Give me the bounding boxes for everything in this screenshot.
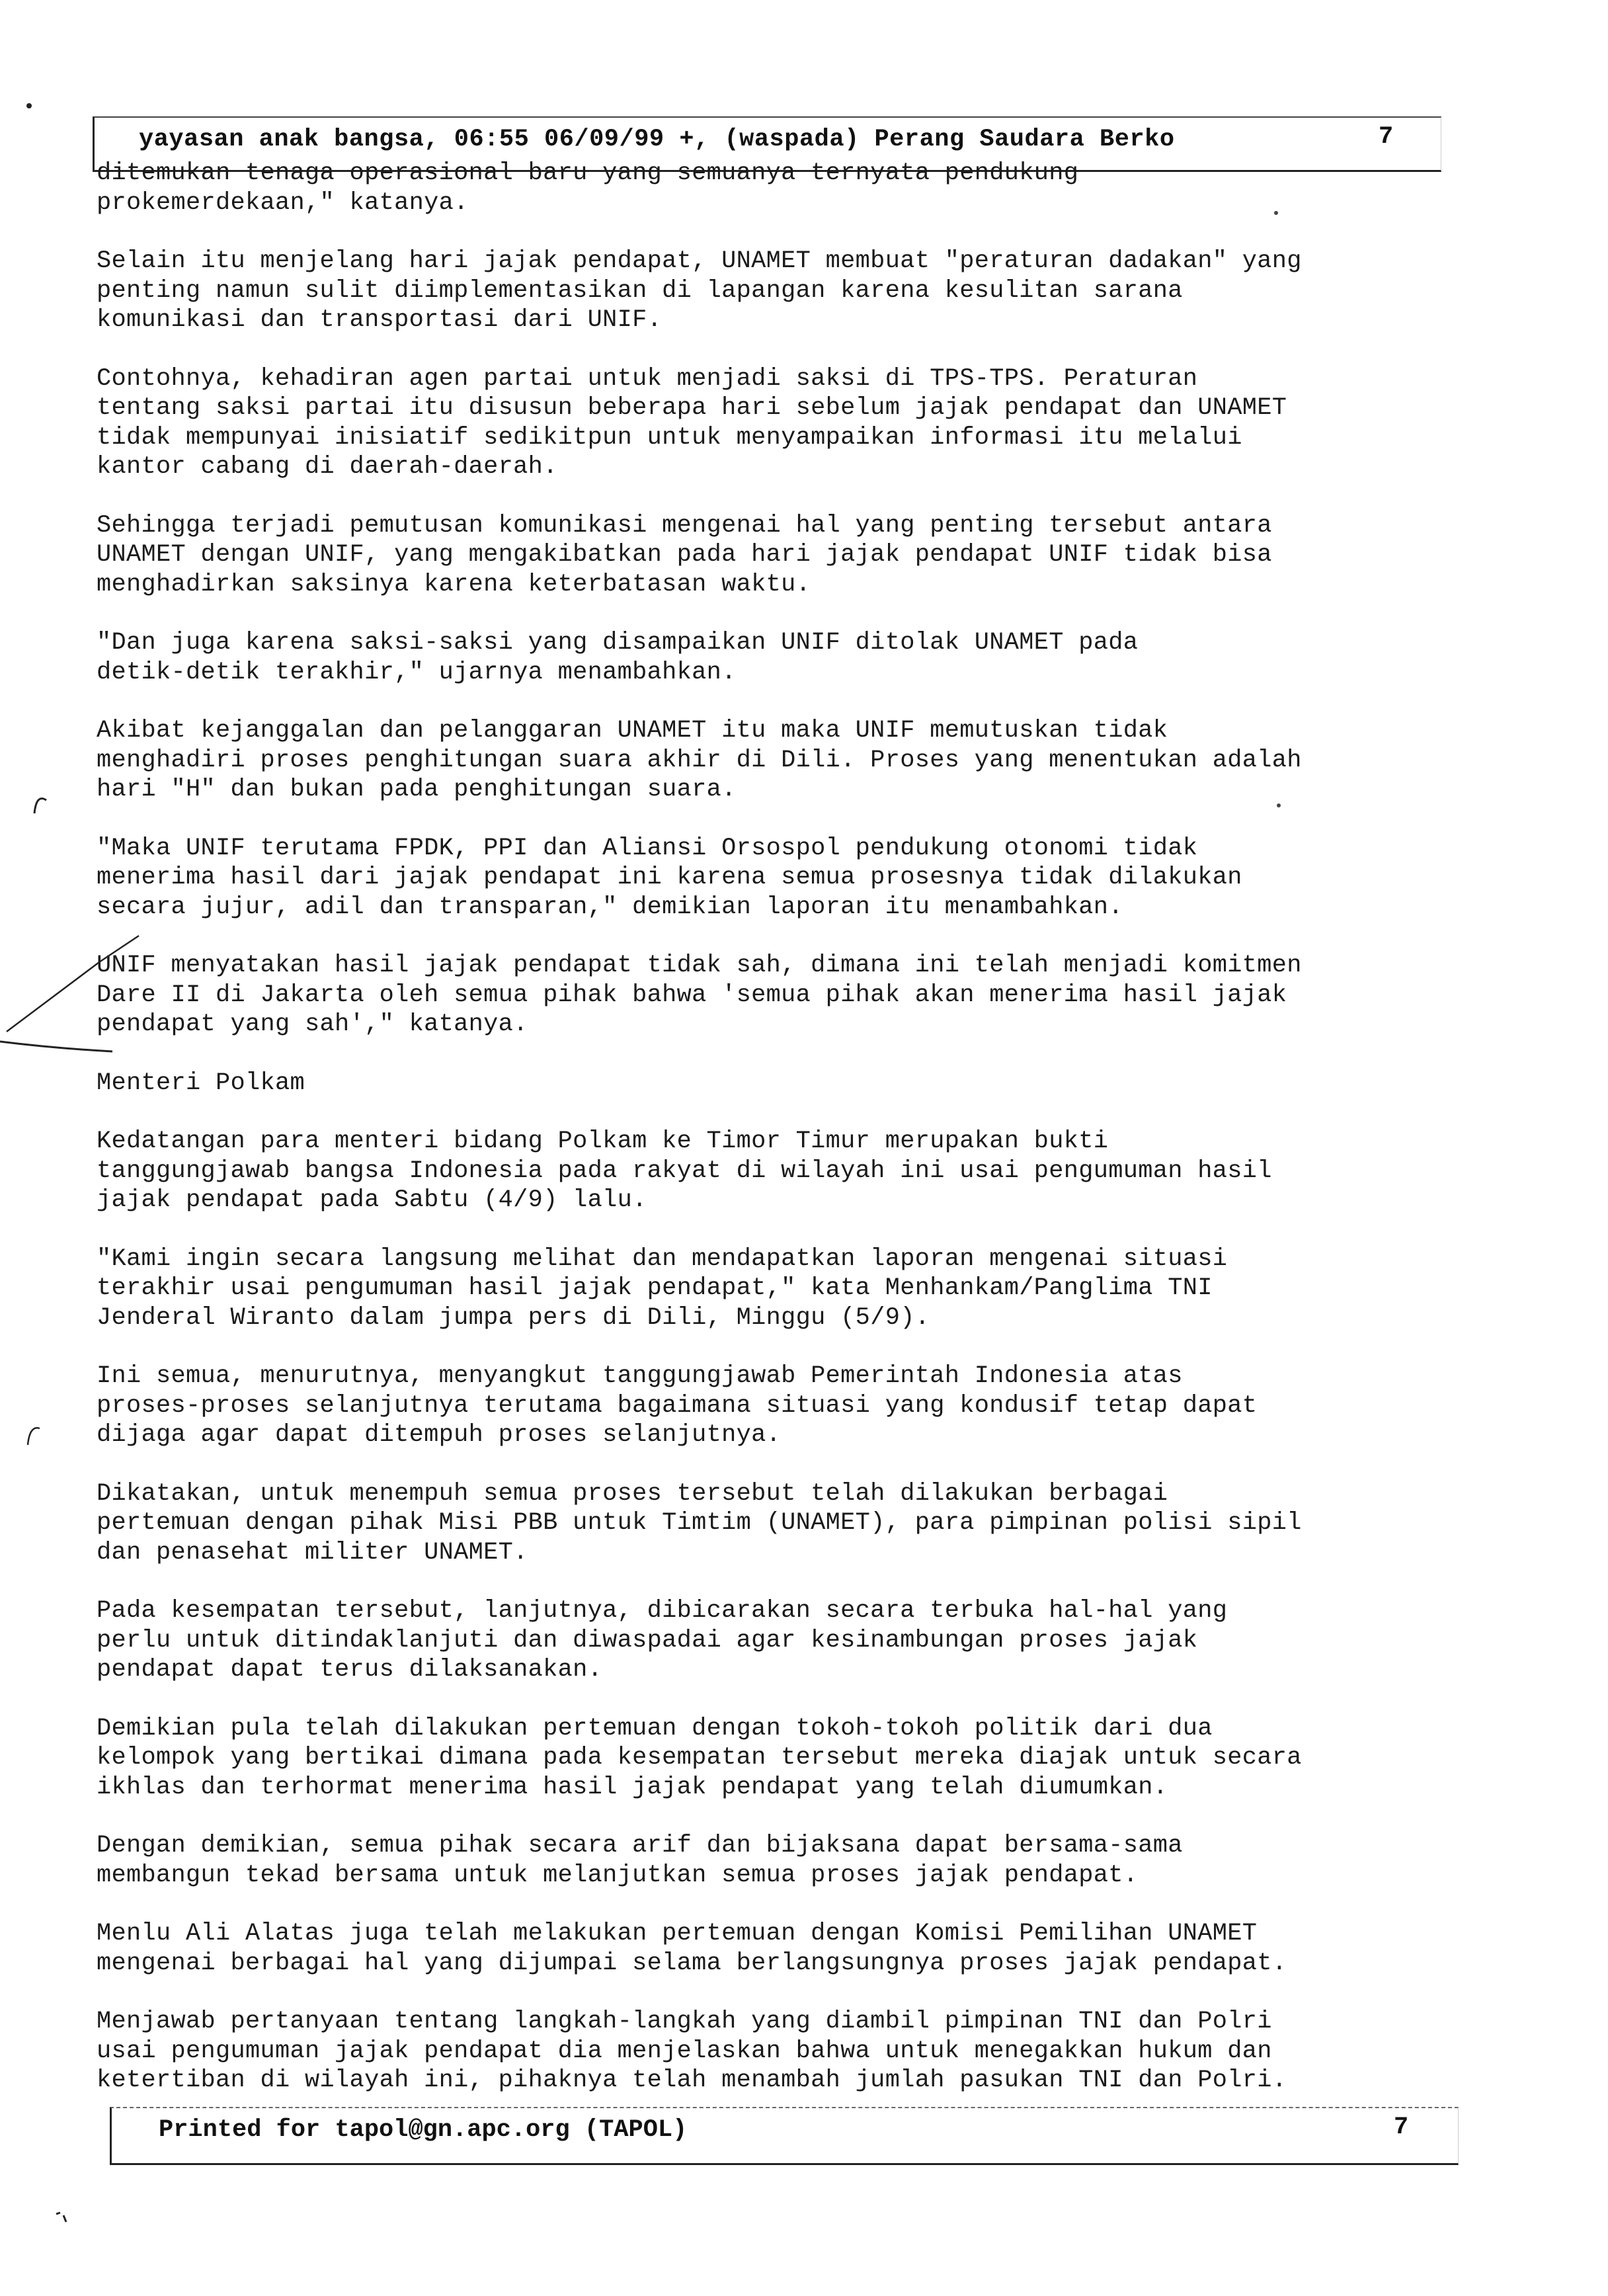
paragraph: Sehingga terjadi pemutusan komunikasi mengenai hal yang penting tersebut antara UNAMET dengan UNIF, yang mengakibatkan pada hari jajak pendapat UNIF tidak bisa menghadirkan saksinya karena keterbatasan waktu. — [97, 511, 1272, 598]
margin-tick-mark — [28, 1428, 40, 1445]
scan-dot — [26, 103, 32, 108]
scan-speck — [56, 2213, 66, 2222]
section-heading: Menteri Polkam — [97, 1069, 305, 1097]
paragraph: Contohnya, kehadiran agen partai untuk menjadi saksi di TPS-TPS. Peraturan tentang saksi partai itu disusun beberapa hari sebelum jajak pendapat dan UNAMET tidak mempunyai inisiatif sedikitpun untuk menyampaikan informasi itu melalui kantor cabang di daerah-daerah. — [97, 364, 1287, 481]
scan-dot — [1274, 211, 1278, 215]
paragraph: Dengan demikian, semua pihak secara arif dan bijaksana dapat bersama-sama membangun tekad bersama untuk melanjutkan semua proses jajak pendapat. — [97, 1832, 1183, 1889]
margin-tick-mark — [34, 799, 46, 814]
paragraph: "Maka UNIF terutama FPDK, PPI dan Aliansi Orsospol pendukung otonomi tidak menerima hasil dari jajak pendapat ini karena semua prosesnya tidak dilakukan secara jujur, adil dan transparan," demikian laporan itu menambahkan. — [97, 834, 1242, 921]
paragraph: Menjawab pertanyaan tentang langkah-langkah yang diambil pimpinan TNI dan Polri usai pengumuman jajak pendapat dia menjelaskan bahwa untuk menegakkan hukum dan ketertiban di wilayah ini, pihaknya telah menambah jumlah pasukan TNI dan Polri. — [97, 2008, 1287, 2094]
paragraph: Menlu Ali Alatas juga telah melakukan pertemuan dengan Komisi Pemilihan UNAMET mengenai berbagai hal yang dijumpai selama berlangsungnya proses jajak pendapat. — [97, 1920, 1287, 1977]
paragraph: Demikian pula telah dilakukan pertemuan dengan tokoh-tokoh politik dari dua kelompok yang bertikai dimana pada kesempatan tersebut mereka diajak untuk secara ikhlas dan terhormat menerima hasil jajak pendapat yang telah diumumkan. — [97, 1714, 1302, 1801]
margin-underline-mark — [0, 1042, 112, 1051]
footer-line: Printed for tapol@gn.apc.org (TAPOL) — [159, 2116, 688, 2144]
scan-dot — [1277, 803, 1281, 807]
paragraph: UNIF menyatakan hasil jajak pendapat tidak sah, dimana ini telah menjadi komitmen Dare II di Jakarta oleh semua pihak bahwa 'semua pihak akan menerima hasil jajak pendapat yang sah'," katanya. — [97, 952, 1302, 1038]
paragraph: Akibat kejanggalan dan pelanggaran UNAMET itu maka UNIF memutuskan tidak menghadiri proses penghitungan suara akhir di Dili. Proses yang menentukan adalah hari "H" dan bukan pada penghitungan suara. — [97, 717, 1302, 803]
paragraph: Pada kesempatan tersebut, lanjutnya, dibicarakan secara terbuka hal-hal yang perlu untuk ditindaklanjuti dan diwaspadai agar kesinambungan proses jajak pendapat dapat terus dilaksanakan. — [97, 1597, 1228, 1684]
footer-page-number: 7 — [1394, 2113, 1409, 2141]
margin-slash-mark — [7, 936, 139, 1032]
paragraph: Kedatangan para menteri bidang Polkam ke Timor Timur merupakan bukti tanggungjawab bangsa Indonesia pada rakyat di wilayah ini usai pengumuman hasil jajak pendapat pada Sabtu (4/9) lalu. — [97, 1128, 1272, 1214]
header-page-number: 7 — [1379, 123, 1394, 151]
paragraph: Ini semua, menurutnya, menyangkut tanggungjawab Pemerintah Indonesia atas proses-proses selanjutnya terutama bagaimana situasi yang kondusif tetap dapat dijaga agar dapat ditempuh proses selanjutnya. — [97, 1362, 1258, 1449]
header-line: yayasan anak bangsa, 06:55 06/09/99 +, (waspada) Perang Saudara Berko — [139, 126, 1175, 153]
paragraph: Selain itu menjelang hari jajak pendapat, UNAMET membuat "peraturan dadakan" yang penting namun sulit diimplementasikan di lapangan karena kesulitan sarana komunikasi dan transportasi dari UNIF. — [97, 247, 1302, 334]
paragraph: "Kami ingin secara langsung melihat dan mendapatkan laporan mengenai situasi terakhir usai pengumuman hasil jajak pendapat," kata Menhankam/Panglima TNI Jenderal Wiranto dalam jumpa pers di Dili, Minggu (5/9). — [97, 1245, 1228, 1332]
paragraph: Dikatakan, untuk menempuh semua proses tersebut telah dilakukan berbagai pertemuan dengan pihak Misi PBB untuk Timtim (UNAMET), para pimpinan polisi sipil dan penasehat militer UNAMET. — [97, 1479, 1302, 1567]
paragraph: ditemukan tenaga operasional baru yang semuanya ternyata pendukung prokemerdekaan," katanya. — [97, 159, 1079, 217]
paragraph: "Dan juga karena saksi-saksi yang disampaikan UNIF ditolak UNAMET pada detik-detik terakhir," ujarnya menambahkan. — [97, 629, 1139, 686]
